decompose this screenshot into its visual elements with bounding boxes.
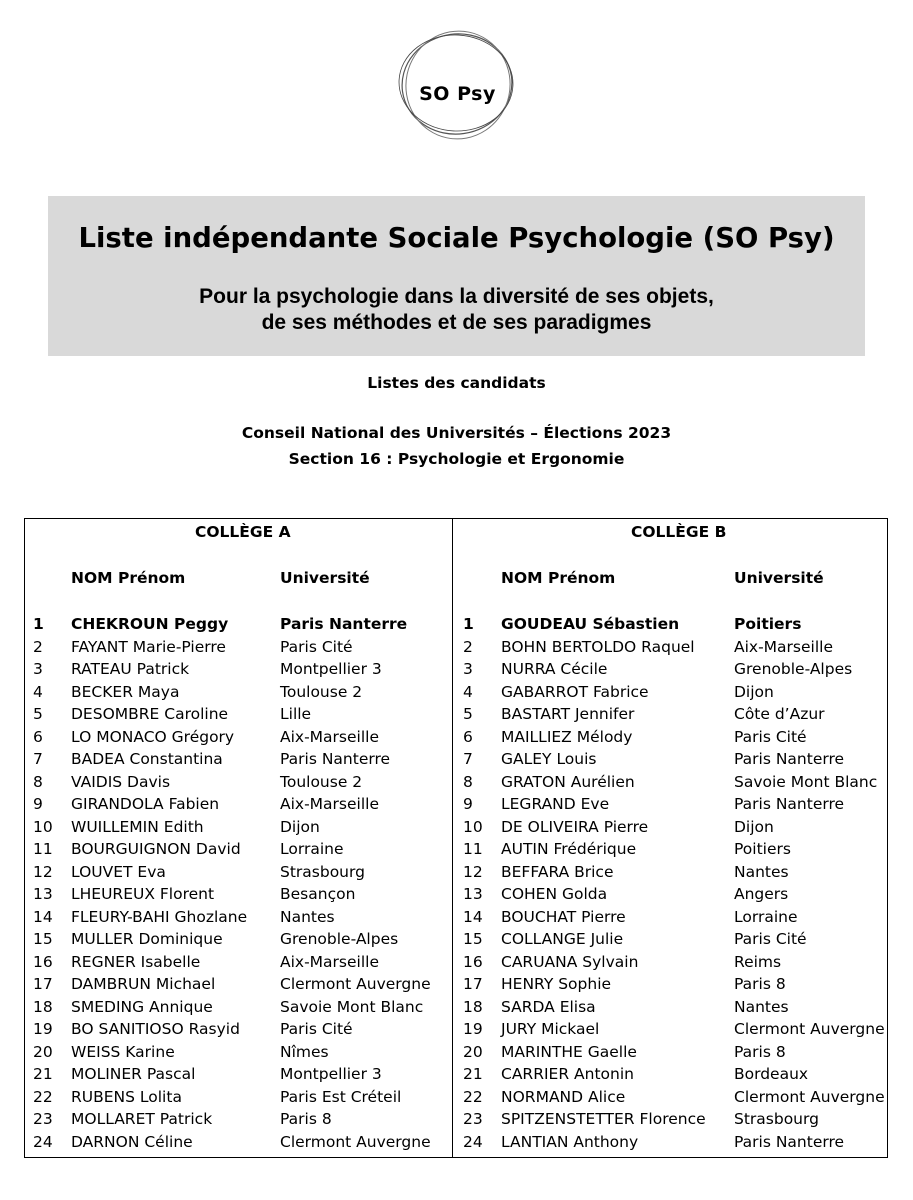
candidate-name: HENRY Sophie — [501, 975, 612, 993]
candidate-rank: 9 — [33, 795, 43, 813]
candidate-university: Clermont Auvergne — [280, 1132, 431, 1151]
candidate-name: LO MONACO Grégory — [71, 727, 235, 746]
table-row — [453, 838, 888, 861]
candidate-rank: 21 — [463, 1065, 483, 1083]
candidate-rank: 6 — [33, 727, 43, 746]
candidate-university: Dijon — [734, 817, 774, 836]
candidate-university: Toulouse 2 — [280, 682, 363, 701]
candidate-name: GRATON Aurélien — [501, 772, 635, 791]
table-row — [25, 816, 452, 839]
candidates-table — [24, 518, 888, 1158]
table-row — [25, 681, 452, 704]
title-banner — [48, 196, 865, 356]
candidate-university: Strasbourg — [734, 1110, 819, 1128]
table-row — [453, 928, 888, 951]
candidate-rank: 19 — [463, 1020, 483, 1038]
table-row — [453, 1063, 888, 1086]
candidate-name: BOUCHAT Pierre — [501, 907, 626, 926]
candidate-university: Côte d’Azur — [734, 705, 825, 723]
page-subtitle — [48, 284, 865, 336]
table-row — [453, 726, 888, 749]
table-row — [25, 883, 452, 906]
table-row — [453, 613, 888, 636]
candidate-university: Paris Cité — [280, 1020, 353, 1038]
candidate-university: Clermont Auvergne — [280, 975, 431, 993]
candidate-university: Poitiers — [734, 840, 791, 858]
candidate-rank: 14 — [463, 907, 483, 926]
candidate-name: DAMBRUN Michael — [71, 975, 216, 993]
candidate-university: Clermont Auvergne — [734, 1020, 885, 1038]
candidate-rank: 12 — [33, 862, 53, 881]
candidate-rank: 3 — [33, 660, 43, 678]
table-row — [25, 703, 452, 726]
candidate-rank: 8 — [33, 772, 43, 791]
table-row — [25, 906, 452, 929]
candidate-rank: 24 — [33, 1132, 53, 1151]
table-row — [453, 636, 888, 659]
candidate-university: Besançon — [280, 885, 356, 903]
candidate-university: Paris Cité — [734, 930, 807, 948]
candidate-name: CARUANA Sylvain — [501, 952, 639, 971]
candidate-university: Aix-Marseille — [280, 952, 379, 971]
table-row — [25, 771, 452, 794]
candidate-university: Montpellier 3 — [280, 660, 382, 678]
table-row — [25, 861, 452, 884]
candidate-rank: 22 — [33, 1087, 53, 1106]
college-a-rows — [25, 613, 452, 1153]
candidate-rank: 18 — [463, 997, 483, 1016]
candidate-university: Paris Nanterre — [734, 1132, 845, 1151]
candidate-name: COHEN Golda — [501, 885, 608, 903]
college-b-univ-header: Université — [734, 569, 824, 587]
candidate-name: GABARROT Fabrice — [501, 682, 649, 701]
college-a-title: COLLÈGE A — [195, 523, 291, 541]
table-row — [25, 951, 452, 974]
candidate-name: BOURGUIGNON David — [71, 840, 241, 858]
candidate-rank: 24 — [463, 1132, 483, 1151]
candidate-university: Nantes — [734, 862, 789, 881]
candidate-name: GIRANDOLA Fabien — [71, 795, 220, 813]
candidate-university: Paris Est Créteil — [280, 1087, 402, 1106]
candidate-rank: 16 — [463, 952, 483, 971]
table-row — [453, 861, 888, 884]
college-b-name-header: NOM Prénom — [501, 569, 616, 587]
candidate-name: DE OLIVEIRA Pierre — [501, 817, 649, 836]
table-row — [453, 703, 888, 726]
page-title: Liste indépendante Sociale Psychologie (SO Psy) — [78, 222, 835, 254]
candidate-rank: 11 — [33, 840, 53, 858]
candidate-name: LHEUREUX Florent — [71, 885, 215, 903]
candidate-rank: 19 — [33, 1020, 53, 1038]
candidate-rank: 4 — [33, 682, 43, 701]
table-row — [25, 1063, 452, 1086]
candidate-rank: 4 — [463, 682, 473, 701]
candidate-university: Savoie Mont Blanc — [734, 772, 878, 791]
logo — [390, 22, 525, 147]
college-b-column — [453, 519, 888, 1157]
candidate-rank: 7 — [33, 750, 43, 768]
candidate-name: RATEAU Patrick — [71, 660, 190, 678]
candidate-university: Paris 8 — [734, 1042, 786, 1061]
candidate-name: SMEDING Annique — [71, 997, 213, 1016]
candidate-rank: 12 — [463, 862, 483, 881]
candidate-rank: 2 — [463, 637, 473, 656]
college-a-column — [25, 519, 452, 1157]
candidate-rank: 1 — [33, 615, 44, 633]
candidate-university: Montpellier 3 — [280, 1065, 382, 1083]
section-heading: Section 16 : Psychologie et Ergonomie — [288, 450, 625, 468]
table-row — [25, 1086, 452, 1109]
candidate-university: Clermont Auvergne — [734, 1087, 885, 1106]
candidate-university: Paris Cité — [734, 727, 807, 746]
candidate-name: MOLINER Pascal — [71, 1065, 196, 1083]
candidate-name: BO SANITIOSO Rasyid — [71, 1020, 240, 1038]
candidate-university: Aix-Marseille — [280, 795, 379, 813]
table-row — [453, 1041, 888, 1064]
candidate-rank: 15 — [33, 930, 53, 948]
candidate-university: Dijon — [280, 817, 320, 836]
candidate-university: Reims — [734, 952, 782, 971]
lists-heading: Listes des candidats — [367, 374, 546, 392]
logo-text: SO Psy — [419, 83, 496, 105]
candidate-name: GOUDEAU Sébastien — [501, 615, 680, 633]
candidate-rank: 17 — [463, 975, 483, 993]
candidate-university: Paris Nanterre — [734, 750, 845, 768]
candidate-university: Lorraine — [280, 840, 344, 858]
table-row — [25, 838, 452, 861]
table-row — [25, 1108, 452, 1131]
candidate-name: BECKER Maya — [71, 682, 180, 701]
candidate-rank: 22 — [463, 1087, 483, 1106]
candidate-name: NURRA Cécile — [501, 660, 608, 678]
table-row — [25, 726, 452, 749]
table-row — [25, 1041, 452, 1064]
candidate-rank: 23 — [463, 1110, 483, 1128]
college-a-univ-header: Université — [280, 569, 370, 587]
table-row — [25, 1131, 452, 1154]
candidate-university: Dijon — [734, 682, 774, 701]
candidate-university: Paris 8 — [734, 975, 786, 993]
candidate-name: COLLANGE Julie — [501, 930, 624, 948]
candidate-rank: 5 — [33, 705, 43, 723]
candidate-rank: 21 — [33, 1065, 53, 1083]
candidate-rank: 3 — [463, 660, 473, 678]
subtitle-line-2: de ses méthodes et de ses paradigmes — [261, 311, 652, 334]
candidate-university: Lille — [280, 705, 312, 723]
candidate-university: Toulouse 2 — [280, 772, 363, 791]
table-row — [453, 883, 888, 906]
candidate-name: FAYANT Marie-Pierre — [71, 637, 226, 656]
candidate-name: LEGRAND Eve — [501, 795, 610, 813]
table-row — [453, 951, 888, 974]
candidate-rank: 11 — [463, 840, 483, 858]
candidate-university: Paris Cité — [280, 637, 353, 656]
candidate-university: Nantes — [734, 997, 789, 1016]
candidate-rank: 16 — [33, 952, 53, 971]
candidate-rank: 10 — [463, 817, 483, 836]
candidate-rank: 5 — [463, 705, 473, 723]
candidate-name: MAILLIEZ Mélody — [501, 727, 633, 746]
candidate-rank: 8 — [463, 772, 473, 791]
council-heading: Conseil National des Universités – Élections 2023 — [241, 424, 672, 442]
candidate-university: Poitiers — [734, 615, 802, 633]
candidate-name: NORMAND Alice — [501, 1087, 626, 1106]
candidate-university: Nîmes — [280, 1042, 329, 1061]
table-row — [453, 973, 888, 996]
table-row — [25, 748, 452, 771]
table-row — [453, 906, 888, 929]
candidate-university: Paris Nanterre — [280, 615, 408, 633]
candidate-university: Paris Nanterre — [734, 795, 845, 813]
table-row — [453, 1131, 888, 1154]
candidate-name: JURY Mickael — [501, 1020, 600, 1038]
candidate-rank: 9 — [463, 795, 473, 813]
candidate-university: Lorraine — [734, 907, 798, 926]
candidate-name: AUTIN Frédérique — [501, 840, 637, 858]
table-row — [25, 928, 452, 951]
table-row — [453, 658, 888, 681]
table-row — [25, 973, 452, 996]
candidate-university: Grenoble-Alpes — [280, 930, 399, 948]
candidate-rank: 13 — [33, 885, 53, 903]
college-b-title: COLLÈGE B — [631, 523, 727, 541]
candidate-name: BOHN BERTOLDO Raquel — [501, 637, 695, 656]
table-row — [25, 996, 452, 1019]
candidate-name: GALEY Louis — [501, 750, 597, 768]
candidate-university: Paris Nanterre — [280, 750, 391, 768]
candidate-name: CARRIER Antonin — [501, 1065, 634, 1083]
table-row — [453, 748, 888, 771]
college-b-rows — [453, 613, 888, 1153]
table-row — [453, 771, 888, 794]
subtitle-line-1: Pour la psychologie dans la diversité de ses objets, — [199, 285, 714, 308]
candidate-university: Paris 8 — [280, 1110, 332, 1128]
candidate-name: LANTIAN Anthony — [501, 1132, 639, 1151]
table-row — [453, 1086, 888, 1109]
candidate-university: Strasbourg — [280, 862, 365, 881]
table-row — [453, 681, 888, 704]
candidate-name: CHEKROUN Peggy — [71, 615, 229, 633]
table-row — [453, 793, 888, 816]
candidate-name: LOUVET Eva — [71, 862, 166, 881]
candidate-rank: 6 — [463, 727, 473, 746]
candidate-name: DESOMBRE Caroline — [71, 705, 229, 723]
table-row — [25, 658, 452, 681]
candidate-rank: 7 — [463, 750, 473, 768]
candidate-name: FLEURY-BAHI Ghozlane — [71, 907, 248, 926]
candidate-rank: 1 — [463, 615, 474, 633]
candidate-name: MARINTHE Gaelle — [501, 1042, 637, 1061]
table-row — [25, 613, 452, 636]
table-row — [25, 636, 452, 659]
college-a-name-header: NOM Prénom — [71, 569, 186, 587]
candidate-rank: 15 — [463, 930, 483, 948]
candidate-rank: 10 — [33, 817, 53, 836]
candidate-name: WEISS Karine — [71, 1042, 175, 1061]
candidate-rank: 18 — [33, 997, 53, 1016]
candidate-university: Aix-Marseille — [734, 637, 833, 656]
candidate-name: RUBENS Lolita — [71, 1087, 182, 1106]
table-row — [453, 996, 888, 1019]
candidate-university: Grenoble-Alpes — [734, 660, 853, 678]
candidate-name: MULLER Dominique — [71, 930, 223, 948]
candidate-name: DARNON Céline — [71, 1132, 193, 1151]
candidate-rank: 17 — [33, 975, 53, 993]
candidate-name: BEFFARA Brice — [501, 862, 614, 881]
candidate-rank: 14 — [33, 907, 53, 926]
candidate-university: Angers — [734, 885, 789, 903]
candidate-name: REGNER Isabelle — [71, 952, 201, 971]
candidate-university: Nantes — [280, 907, 335, 926]
candidate-rank: 13 — [463, 885, 483, 903]
candidate-name: BADEA Constantina — [71, 750, 223, 768]
candidate-university: Aix-Marseille — [280, 727, 379, 746]
candidate-university: Savoie Mont Blanc — [280, 997, 424, 1016]
candidate-name: WUILLEMIN Edith — [71, 817, 204, 836]
candidate-name: VAIDIS Davis — [71, 772, 171, 791]
table-row — [453, 1018, 888, 1041]
candidate-rank: 23 — [33, 1110, 53, 1128]
candidate-rank: 2 — [33, 637, 43, 656]
candidate-rank: 20 — [33, 1042, 53, 1061]
candidate-rank: 20 — [463, 1042, 483, 1061]
table-row — [25, 793, 452, 816]
table-row — [453, 1108, 888, 1131]
candidate-name: SPITZENSTETTER Florence — [501, 1110, 706, 1128]
table-row — [25, 1018, 452, 1041]
table-row — [453, 816, 888, 839]
candidate-name: BASTART Jennifer — [501, 705, 635, 723]
candidate-name: SARDA Elisa — [501, 997, 596, 1016]
candidate-name: MOLLARET Patrick — [71, 1110, 213, 1128]
candidate-university: Bordeaux — [734, 1065, 809, 1083]
